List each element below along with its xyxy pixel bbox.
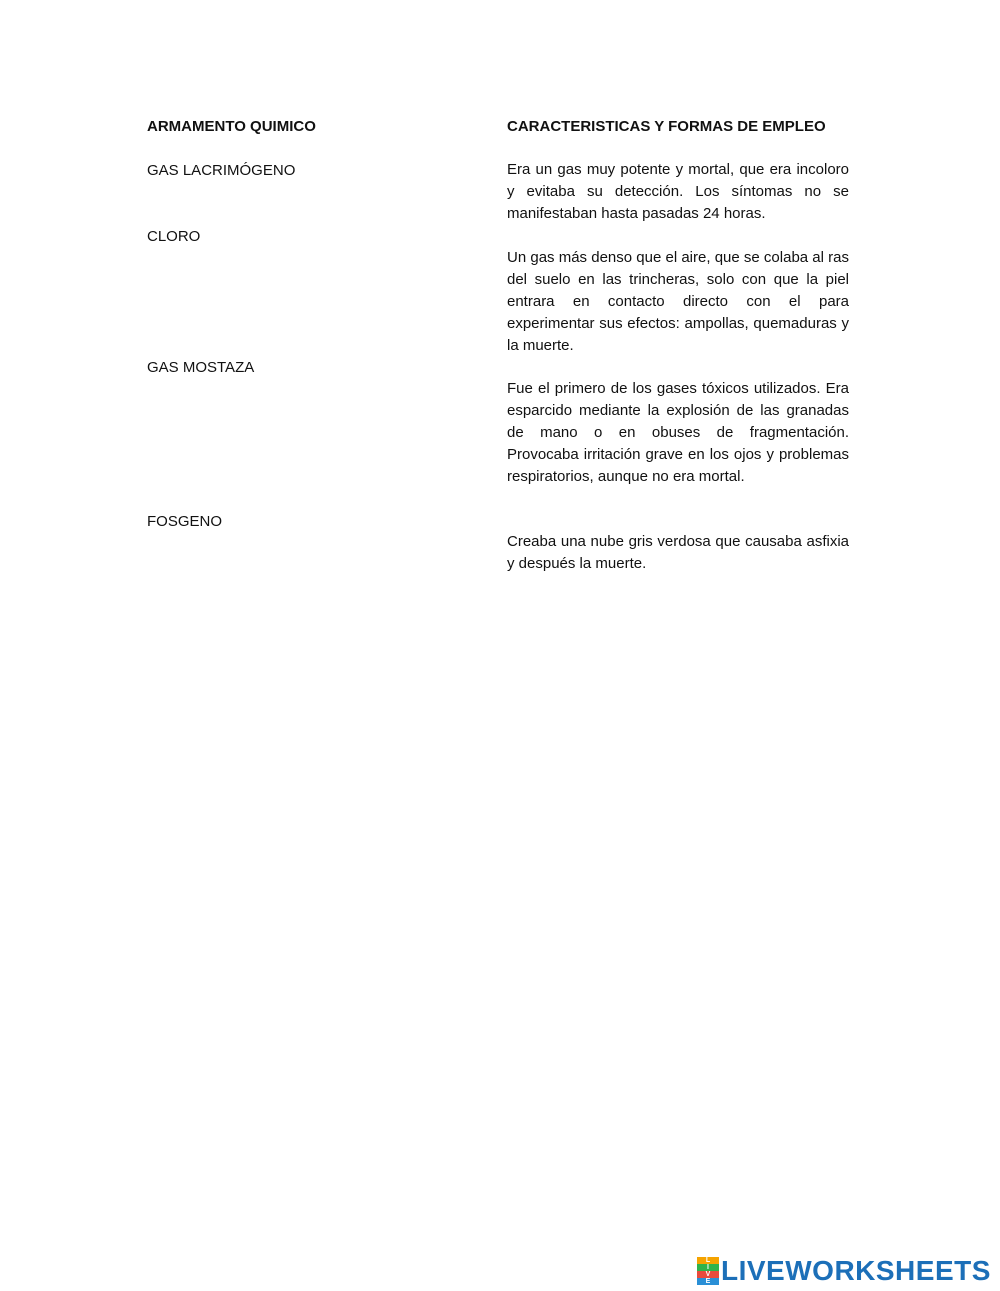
liveworksheets-logo — [697, 1254, 991, 1288]
term-fosgeno: FOSGENO — [147, 513, 223, 530]
description-3: Fue el primero de los gases tóxicos utilizados. Era esparcido mediante la explosión de las granadas de mano o en obuses de fragmentación. Provocaba irritación grave en los ojos y problemas respiratorios, aunque no era mortal. — [507, 380, 849, 485]
logo-mark-icon: L I V E — [697, 1257, 719, 1285]
column-header-chemical-weapons: ARMAMENTO QUIMICO — [147, 118, 316, 135]
logo-text: LIVEWORKSHEETS — [721, 1255, 991, 1286]
term-gas-lacrimogeno: GAS LACRIMÓGENO — [147, 162, 296, 179]
description-4: Creaba una nube gris verdosa que causaba asfixia y después la muerte. — [507, 533, 849, 572]
term-cloro: CLORO — [147, 228, 201, 245]
description-2: Un gas más denso que el aire, que se colaba al ras del suelo en las trincheras, solo con que la piel entrara en contacto directo con el para experimentar sus efectos: ampollas, quemaduras y la muerte. — [507, 249, 849, 354]
description-1: Era un gas muy potente y mortal, que era incoloro y evitaba su detección. Los síntomas no se manifestaban hasta pasadas 24 horas. — [507, 161, 849, 222]
column-header-characteristics: CARACTERISTICAS Y FORMAS DE EMPLEO — [507, 118, 826, 135]
term-gas-mostaza: GAS MOSTAZA — [147, 359, 255, 376]
